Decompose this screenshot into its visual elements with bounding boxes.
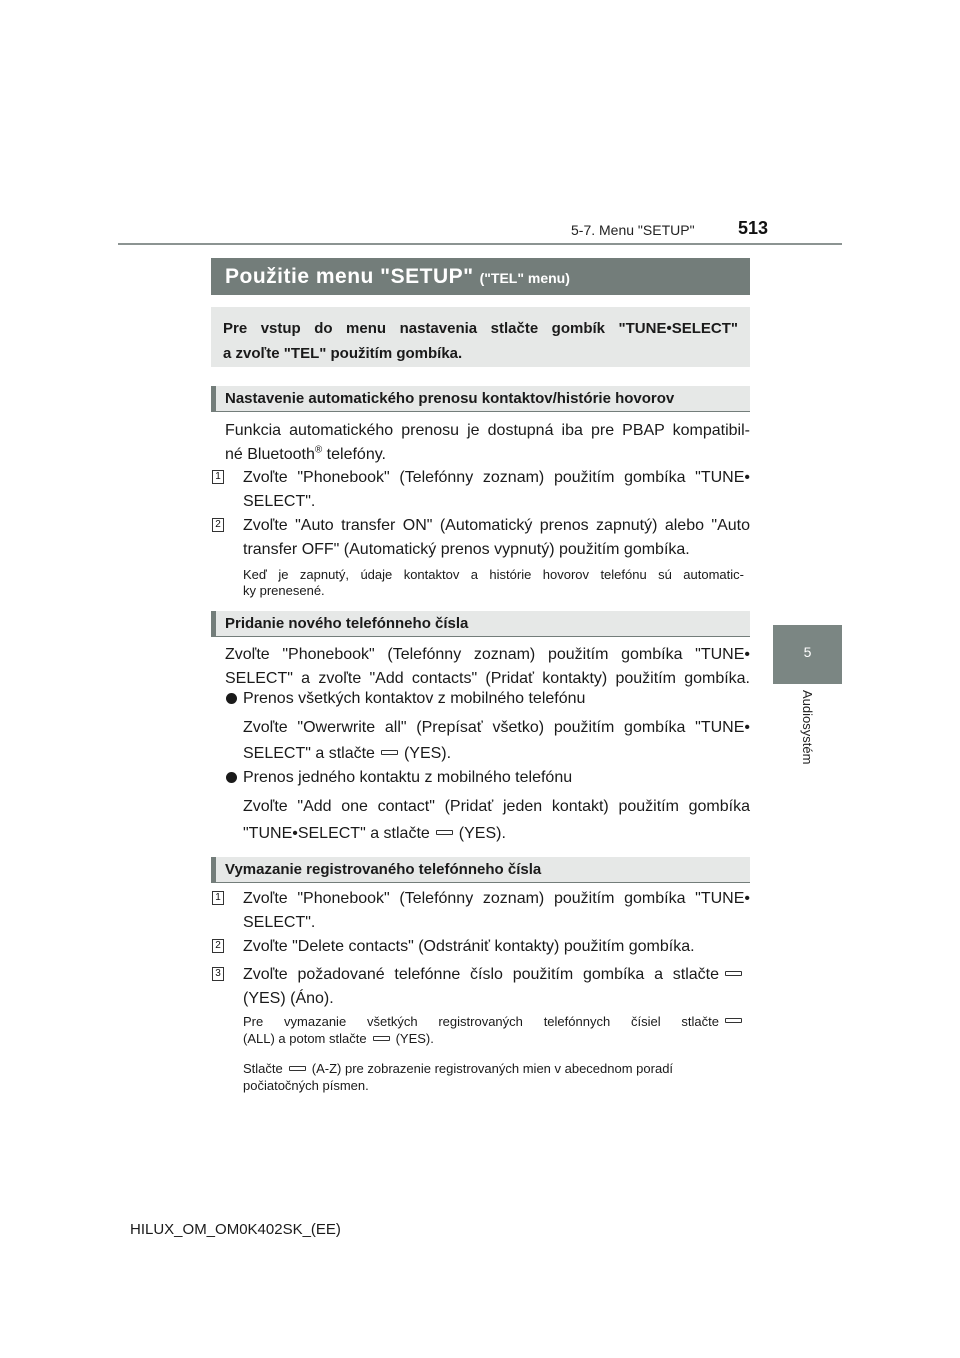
delete-step-3-text: Zvoľte požadované telefónne číslo použitím gombíka a stlačte	[243, 966, 719, 983]
page-number: 513	[738, 218, 769, 238]
bullet-icon	[226, 693, 237, 704]
intro-line-1: Pre vstup do menu nastavenia stlačte gombík "TUNE•SELECT"	[223, 320, 738, 337]
step-number-1: 1	[212, 891, 224, 905]
delete-note-2-text-b: (A-Z) pre zobrazenie registrovaných mien v abecednom poradí	[311, 1061, 674, 1076]
bullet-icon	[226, 772, 237, 783]
intro-box	[211, 307, 750, 367]
delete-note-1-text-b: (YES).	[395, 1031, 434, 1046]
bullet-2-text-b: (YES).	[458, 825, 506, 842]
delete-note-2-text-a: Stlačte	[243, 1061, 283, 1076]
section1-intro-line-2	[225, 443, 750, 467]
chapter-number: 5	[803, 644, 812, 660]
section1-note-line-1: Keď je zapnutý, údaje kontaktov a histórie hovorov telefónu sú automatic-	[243, 567, 744, 582]
bullet-2-text-a: "TUNE•SELECT" a stlačte	[243, 825, 430, 842]
yes-button-icon	[373, 1036, 390, 1041]
section2-intro-line-1: Zvoľte "Phonebook" (Telefónny zoznam) použitím gombíka "TUNE•	[225, 646, 750, 663]
step-1-line-1: Zvoľte "Phonebook" (Telefónny zoznam) použitím gombíka "TUNE•	[243, 469, 750, 486]
section1-note-line-2: ky prenesené.	[243, 583, 325, 598]
delete-step-2-line-1: Zvoľte "Delete contacts" (Odstrániť kontakty) použitím gombíka.	[243, 938, 695, 955]
delete-note-2-line-2: počiatočných písmen.	[243, 1078, 369, 1093]
step-number-3: 3	[212, 967, 224, 981]
section-heading-auto-transfer: Nastavenie automatického prenosu kontaktov/histórie hovorov	[211, 386, 750, 412]
intro-line-2: a zvoľte "TEL" použitím gombíka.	[223, 345, 463, 362]
page-title-sub: ("TEL" menu)	[479, 270, 570, 286]
step-number-1: 1	[212, 470, 224, 484]
delete-step-1-line-1: Zvoľte "Phonebook" (Telefónny zoznam) použitím gombíka "TUNE•	[243, 890, 750, 907]
document-code: HILUX_OM_OM0K402SK_(EE)	[130, 1221, 341, 1238]
bullet-1-text-a: SELECT" a stlačte	[243, 745, 375, 762]
delete-step-3-line-2: (YES) (Áno).	[243, 990, 334, 1007]
bullet-1-line-2	[243, 742, 750, 766]
registered-mark: ®	[314, 444, 323, 456]
delete-note-1-text-a: (ALL) a potom stlačte	[243, 1031, 367, 1046]
step-2-line-1: Zvoľte "Auto transfer ON" (Automatický prenos zapnutý) alebo "Auto	[243, 517, 750, 534]
step-1-line-2: SELECT".	[243, 493, 316, 510]
bullet-1-line-1: Zvoľte "Owerwrite all" (Prepísať všetko) použitím gombíka "TUNE•	[243, 719, 750, 736]
step-number-2: 2	[212, 939, 224, 953]
delete-note-1-text: Pre vymazanie všetkých registrovaných telefónnych čísiel stlačte	[243, 1014, 719, 1029]
step-2-line-2: transfer OFF" (Automatický prenos vypnutý) použitím gombíka.	[243, 541, 690, 558]
all-button-icon	[725, 1018, 742, 1023]
yes-button-icon	[725, 971, 742, 976]
section-heading-delete-number: Vymazanie registrovaného telefónneho čísla	[211, 857, 750, 883]
phones-text: telefóny.	[322, 446, 386, 463]
section-heading-add-number: Pridanie nového telefónneho čísla	[211, 611, 750, 637]
bullet-1-text-b: (YES).	[403, 745, 452, 762]
delete-step-3-line-1	[243, 963, 750, 987]
yes-button-icon	[436, 830, 453, 835]
bluetooth-text: né Bluetooth	[225, 446, 315, 463]
bullet-2-title: Prenos jedného kontaktu z mobilného telefónu	[243, 769, 573, 786]
page-title	[211, 258, 750, 295]
section-label: 5-7. Menu "SETUP"	[571, 222, 695, 238]
chapter-label	[797, 690, 817, 810]
step-number-2: 2	[212, 518, 224, 532]
section1-intro-line-1: Funkcia automatického prenosu je dostupná iba pre PBAP kompatibil-	[225, 422, 750, 439]
delete-note-1-line-2	[243, 1031, 744, 1047]
yes-button-icon	[381, 750, 398, 755]
delete-note-1-line-1	[243, 1014, 744, 1030]
page-title-main: Použitie menu "SETUP"	[225, 264, 474, 288]
bullet-2-line-1: Zvoľte "Add one contact" (Pridať jeden kontakt) použitím gombíka	[243, 798, 750, 815]
delete-step-1-line-2: SELECT".	[243, 914, 316, 931]
chapter-label-text: Audiosystém	[800, 690, 815, 765]
az-button-icon	[289, 1066, 306, 1071]
bullet-2-line-2	[243, 822, 750, 846]
header-divider	[118, 243, 842, 245]
delete-note-2-line-1	[243, 1061, 744, 1077]
section2-intro-line-2: SELECT" a zvoľte "Add contacts" (Pridať kontakty) použitím gombíka.	[225, 670, 750, 687]
bullet-1-title: Prenos všetkých kontaktov z mobilného telefónu	[243, 690, 586, 707]
